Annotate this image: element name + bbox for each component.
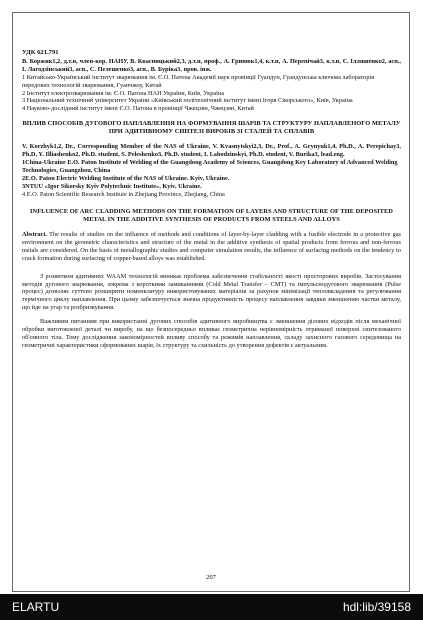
affiliation-uk-1: 1 Китайсько-Український інститут зварювання ім. Є.О. Патона Академії наук провінції Гуандун, Гуандунська ключова лабораторія передових технологій зварювання, Гуанчжоу, Китай [22, 73, 375, 89]
title-english: INFLUENCE OF ARC CLADDING METHODS ON THE FORMATION OF LAYERS AND STRUCTURE OF THE DEPOSITED METAL IN THE ADDITIVE SYNTHESIS OF PRODUCTS FROM STEELS AND ALLOYS [30, 207, 393, 223]
document-page [12, 12, 410, 592]
affiliation-en-4: 4 E.O. Paton Scientific Research Institute in Zhejiang Province, Zhejiang, China [22, 190, 225, 198]
footer-handle-link[interactable]: hdl:lib/39158 [342, 600, 411, 614]
footer-bar [0, 594, 423, 620]
affiliation-uk-3: 3 Національний технічний університет України «Київський політехнічний інститут імені Ігоря Сікорського», Київ, Україна [22, 97, 353, 105]
body-paragraph-2: Важливим питанням при використанні дугових способів адитивного виробництва є зменшення ділових відходів після механічної обробки виготовленої деталі чи виробу, на що безпосередньо впливає геометрична нерівномірність отриманої поверхні синтезованого об'ємного тіла. Тому дослідження закономірностей впливу способу та режимів наплавлення, складу захисного газового середовища на геометричні характеристики сформованих шарів, їх структуру та схильність до утворення дефектів є актуальним. [22, 318, 401, 349]
body-paragraph-1: З розвитком адитивних WAAM технологій виникає проблема забезпечення стабільності якості просторових виробів. Застосування методів дугового зварювання, зокрема з короткими замиканнями (Cold Metal Transfer – CMT) та імпульснодугового зварювання (Pulse процес) дозволяє суттєво розширити номенклатуру використовуваних матеріалів за рахунок мінімізації тепловкладення та регулювання термічного циклу наплавлення. При цьому забезпечується значна продуктивність процесу наплавлення завдяки зменшенню частки металу, що йде на угар та розбризкування. [22, 272, 401, 312]
udk-code: УДК 621.791 [22, 49, 59, 56]
affiliation-en-3: 3NTUU «Igor Sikorsky Kyiv Polytechnic Institute», Kyiv, Ukraine. [22, 182, 202, 190]
affiliations-english [22, 159, 401, 199]
abstract [22, 231, 401, 263]
page-content [22, 49, 401, 350]
affiliation-en-1: 1China-Ukraine E.O. Paton Institute of Welding of the Guangdong Academy of Sciences, Guangdong Key Laboratory of Advanced Welding Technologies, Guangzhou, China [22, 159, 398, 175]
authors-ukrainian: В. Коржик1,2, д.т.н, член-кор. НАНУ, В. Квасницький2,3, д.т.н, проф., А. Гринюк1,4, к.т.н, А. Перепічай3, к.т.н, Є. Ілляшенко2, асп., І. Лагодзінський3, асп., С. Пелешенко3, асп., В. Бурікa3, пров. інж. [22, 57, 401, 73]
affiliations-ukrainian [22, 74, 401, 114]
abstract-label: Abstract. [22, 230, 48, 238]
title-ukrainian: ВПЛИВ СПОСОБІВ ДУГОВОГО НАПЛАВЛЕННЯ НА ФОРМУВАННЯ ШАРІВ ТА СТРУКТУРУ НАПЛАВЛЕНОГО МЕТАЛУ ПРИ АДИТИВНОМУ СИНТЕЗІ ВИРОБІВ ЗІ СТАЛЕЙ ТА СПЛАВІВ [22, 120, 401, 136]
affiliation-uk-2: 2 Інститут електрозварювання ім. Є.О. Патона НАН України, Київ, Україна [22, 89, 225, 97]
page-number: 207 [206, 574, 216, 581]
affiliation-uk-4: 4 Науково-дослідний інститут імені Є.О. Патона в провінції Чжецзян, Чжецзян, Китай [22, 105, 254, 113]
authors-english: V. Korzhyk1,2, Dr., Corresponding Member of the NAS of Ukraine, V. Kvasnytskyi2,3, Dr., Prof., A. Grynyuk1,4, Ph.D., A. Perepichay3, Ph.D, Y. Illiashenko2, Ph.D. student, S. Peleshenko3, Ph.D. student, I. Lahodzinskyi, Ph.D. student, V. Burika3, lead.eng. [22, 143, 401, 159]
footer-repository-label: ELARTU [12, 600, 60, 614]
affiliation-en-2: 2E.O. Paton Electric Welding Institute of the NAS of Ukraine. Kyiv, Ukraine. [22, 175, 230, 183]
abstract-text: The results of studies on the influence of methods and conditions of layer-by-layer cladding with a fusible electrode in a protective gas environment on the geometric characteristics and structure of the metal in the additive synthesis of spatial products from ferrous and non-ferrous metals are considered. On the basis of metallographic studies and computer simulation results, the influence of surfacing methods on the tendency to crack formation during surfacing of copper-based alloys was established. [22, 230, 401, 262]
